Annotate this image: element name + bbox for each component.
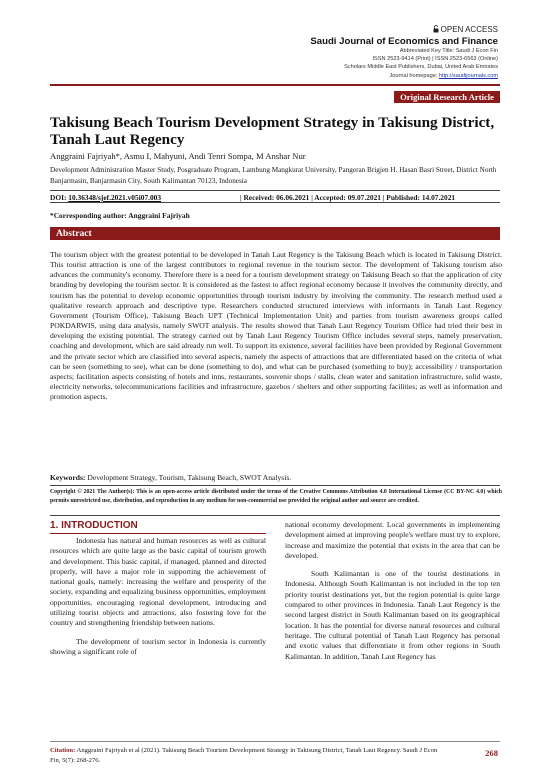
keywords-label: Keywords: (50, 473, 86, 482)
citation (50, 746, 440, 765)
open-access-text: OPEN ACCESS (440, 25, 498, 34)
section-heading-introduction: 1. INTRODUCTION (50, 520, 138, 531)
keywords-list: Development Strategy, Tourism, Takisung Beach, SWOT Analysis. (85, 473, 292, 482)
paragraph: The development of tourism sector in Indonesia is currently showing a significant role of (50, 636, 266, 656)
left-column (50, 536, 266, 665)
abstract-heading-bar (50, 227, 500, 240)
doi-dates-line (50, 193, 500, 202)
divider (50, 202, 500, 203)
citation-label: Citation: (50, 747, 76, 754)
homepage-link[interactable]: http://saudijournals.com (438, 73, 498, 79)
article-type-badge: Original Research Article (394, 91, 500, 103)
abbreviated-title: Abbreviated Key Title: Saudi J Econ Fin (399, 48, 498, 54)
abstract-heading: Abstract (56, 228, 92, 239)
keywords (50, 473, 502, 483)
corresponding-author: *Corresponding author: Anggraini Fajriyah (50, 211, 190, 220)
page-number: 268 (485, 748, 498, 758)
affiliation: Development Administration Master Study, Posgraduate Program, Lambung Mangkurat University, Pangeran Brigjen H. Hasan Basri Street, District North Banjarmasin, Banjarmasin City, South Kalimantan 70123, Indonesia (50, 166, 497, 185)
publisher-line: Scholars Middle East Publishers, Dubai, United Arab Emirates (344, 64, 498, 70)
publication-dates: | Received: 06.06.2021 | Accepted: 09.07.2021 | Published: 14.07.2021 (240, 193, 456, 202)
paragraph: Indonesia has natural and human resources as well as cultural resources which are quite large as the basic capital of tourism growth and development. This basic capital, if managed, planned and directed properly, will have a major role in supporting the achievement of national goals, namely: increasing the welfare and prosperity of the society, expanding and equalizing business opportunities, employment opportunities, encouraging regional development, introducing and utilizing tourist objects and attractions, also fostering love for the country and strengthening friendship between nations. (50, 536, 266, 628)
abstract-text: The tourism object with the greatest potential to be developed in Tanah Laut Regency is the Takisung Beach which is located in Takisung District. This tourist attraction is one of the largest contributors to regional revenue in the tourism sector. The development of Takisung tourism also advances the community's economy. Therefore there is a need for a tourism development strategy on Takisung Beach so that the application of city branding by developing the tourism sector. It is considered as the fastest to affect regional economy because it involves the community directly, and tourism has the potential to develop economic opportunities through tourism industry by involving the community. The research method used a qualitative research approach and descriptive type. Researchers conducted structured interviews with informants in Tanah Laut Regency Government (Tourism Office), Takisung Beach UPT (Technical Implementation Unit) and parties from tourism awareness groups called POKDARWIS, using data analysis, namely SWOT analysis. The results showed that Tanah Laut Regency Tourism Office had tried their best in developing the existing potential. The strategy carried out by Tanah Laut Regency Tourism Office includes several steps, namely preservation, coaching and development, which are said already run well. To support its existence, several facilities have been provided by Regional Government and the private sector which are classified into several aspects, namely the aspects of attractions that are differentiated based on the criteria of what can be seen (something to see), what can be done (something to do), and what can be purchased (something to buy); accessibility / transportation aspects; facilitation aspects consisting of hotels and inns, restaurants, souvenir shops / stalls, clean water and sanitation infrastructure, solid waste, electricity networks, telecommunications facilities and infrastructure, gazebos / shelters and other supporting facilities; as well as information and promotion aspects. (50, 250, 502, 402)
article-title: Takisung Beach Tourism Development Strategy in Takisung District, Tanah Laut Regency (50, 114, 495, 148)
divider (50, 485, 500, 486)
copyright-notice: Copyright © 2021 The Author(s): This is an open-access article distributed under the terms of the Creative Commons Attribution 4.0 International License (CC BY-NC 4.0) which permits unrestricted use, distribution, and reproduction in any medium for non-commercial use provided the original author and source are credited. (50, 489, 502, 504)
doi-label: DOI: (50, 193, 69, 202)
issn-line: ISSN 2523-9414 (Print) | ISSN 2523-6563 (Online) (372, 56, 498, 62)
open-lock-icon (433, 25, 439, 33)
homepage-line (389, 74, 498, 80)
divider (50, 190, 500, 191)
paragraph: South Kalimantan is one of the tourist destinations in Indonesia. Although South Kalimantan is not included in the top ten priority tourist destinations yet, but the region potential is quite large compared to other provinces in Indonesia. Tanah Laut Regency is the second largest district in South Kalimantan based on its geographical location. It has the potential for diverse natural resources and cultural heritage. The cultural potential of Tanah Laut Regency has personal and exotic values that differentiate it from other regions in South Kalimantan. In addition, Tanah Laut Regency has (285, 569, 500, 661)
homepage-label: Journal homepage: (389, 73, 439, 79)
doi-link[interactable]: 10.36348/sjef.2021.v05i07.003 (68, 193, 162, 202)
footer-divider (50, 741, 500, 742)
right-column (285, 520, 500, 670)
header-divider (50, 84, 500, 86)
open-access-label (433, 25, 498, 34)
citation-text: Anggraini Fajriyah et al (2021). Takisung Beach Tourism Development Strategy in Takisung District, Tanah Laut Regency. Saudi J Econ Fin, 5(7): 268-276. (50, 747, 438, 764)
author-list: Anggraini Fajriyah*, Asmu I, Mahyuni, Andi Tenri Sompa, M Anshar Nur (50, 151, 306, 161)
paragraph: national economy development. Local governments in implementing development aimed at improving people's welfare must try to explore, increase and maximize the potential that exists in the area that can be developed. (285, 520, 500, 560)
section-heading-underline (50, 533, 266, 534)
divider (50, 515, 500, 516)
journal-name: Saudi Journal of Economics and Finance (310, 36, 498, 47)
